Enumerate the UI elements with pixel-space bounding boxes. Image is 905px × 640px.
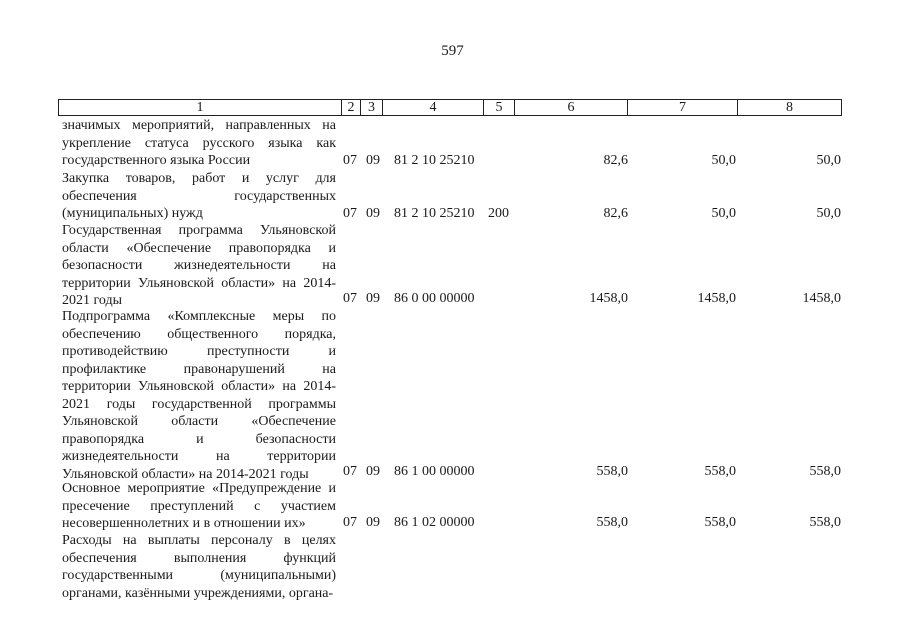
cell-subsection: 09 xyxy=(366,515,380,530)
cell-target-code: 86 1 02 00000 xyxy=(394,515,475,530)
cell-amount-8: 50,0 xyxy=(816,153,841,168)
column-header-3: 3 xyxy=(361,100,383,115)
cell-section: 07 xyxy=(343,515,357,530)
column-header-1: 1 xyxy=(59,100,342,115)
cell-amount-7: 558,0 xyxy=(704,515,736,530)
column-header-8: 8 xyxy=(786,100,793,115)
cell-amount-8: 1458,0 xyxy=(802,291,841,306)
cell-amount-7: 558,0 xyxy=(704,464,736,479)
row-description: Подпрограмма «Комплексные меры по обеспечению общественного порядка, противодействию преступности и профилактике правонарушений на территории Ульяновской области» на 2014-2021 годы государственной программы Ульяновской области «Обеспечение правопорядка и безопасности жизнедеятельности на территории Ульяновской области» на 2014-2021 годы xyxy=(62,309,336,482)
cell-subsection: 09 xyxy=(366,153,380,168)
cell-target-code: 81 2 10 25210 xyxy=(394,153,475,168)
cell-amount-6: 1458,0 xyxy=(589,291,628,306)
cell-amount-6: 558,0 xyxy=(596,515,628,530)
cell-expense-type: 200 xyxy=(488,206,509,221)
cell-section: 07 xyxy=(343,464,357,479)
cell-amount-7: 50,0 xyxy=(711,153,736,168)
column-header-2: 2 xyxy=(342,100,361,115)
cell-target-code: 81 2 10 25210 xyxy=(394,206,475,221)
cell-amount-6: 82,6 xyxy=(603,153,628,168)
cell-amount-7: 1458,0 xyxy=(697,291,736,306)
cell-subsection: 09 xyxy=(366,206,380,221)
cell-amount-8: 558,0 xyxy=(809,515,841,530)
column-header-6: 6 xyxy=(515,100,628,115)
cell-amount-8: 558,0 xyxy=(809,464,841,479)
cell-section: 07 xyxy=(343,291,357,306)
cell-amount-6: 558,0 xyxy=(596,464,628,479)
cell-amount-6: 82,6 xyxy=(603,206,628,221)
column-header-4: 4 xyxy=(383,100,484,115)
column-header-5: 5 xyxy=(484,100,515,115)
cell-amount-8: 50,0 xyxy=(816,206,841,221)
cell-amount-7: 50,0 xyxy=(711,206,736,221)
cell-target-code: 86 0 00 00000 xyxy=(394,291,475,306)
cell-section: 07 xyxy=(343,206,357,221)
cell-subsection: 09 xyxy=(366,291,380,306)
cell-subsection: 09 xyxy=(366,464,380,479)
row-description: Государственная программа Ульяновской области «Обеспечение правопорядка и безопасности жизнедеятельности на территории Ульяновской области» на 2014-2021 годы xyxy=(62,223,336,308)
row-description: Расходы на выплаты персоналу в целях обеспечения выполнения функций государственными (муниципальными) органами, казёнными учреждениями, органа- xyxy=(62,533,336,601)
cell-target-code: 86 1 00 00000 xyxy=(394,464,475,479)
row-description: значимых мероприятий, направленных на укрепление статуса русского языка как государственного языка России xyxy=(62,118,336,168)
row-description: Закупка товаров, работ и услуг для обеспечения государственных (муниципальных) нужд xyxy=(62,171,336,221)
table-header xyxy=(58,99,842,116)
page-number: 597 xyxy=(441,43,464,59)
cell-section: 07 xyxy=(343,153,357,168)
column-header-7: 7 xyxy=(628,100,738,115)
row-description: Основное мероприятие «Предупреждение и пресечение преступлений с участием несовершеннолетних и в отношении их» xyxy=(62,481,336,531)
